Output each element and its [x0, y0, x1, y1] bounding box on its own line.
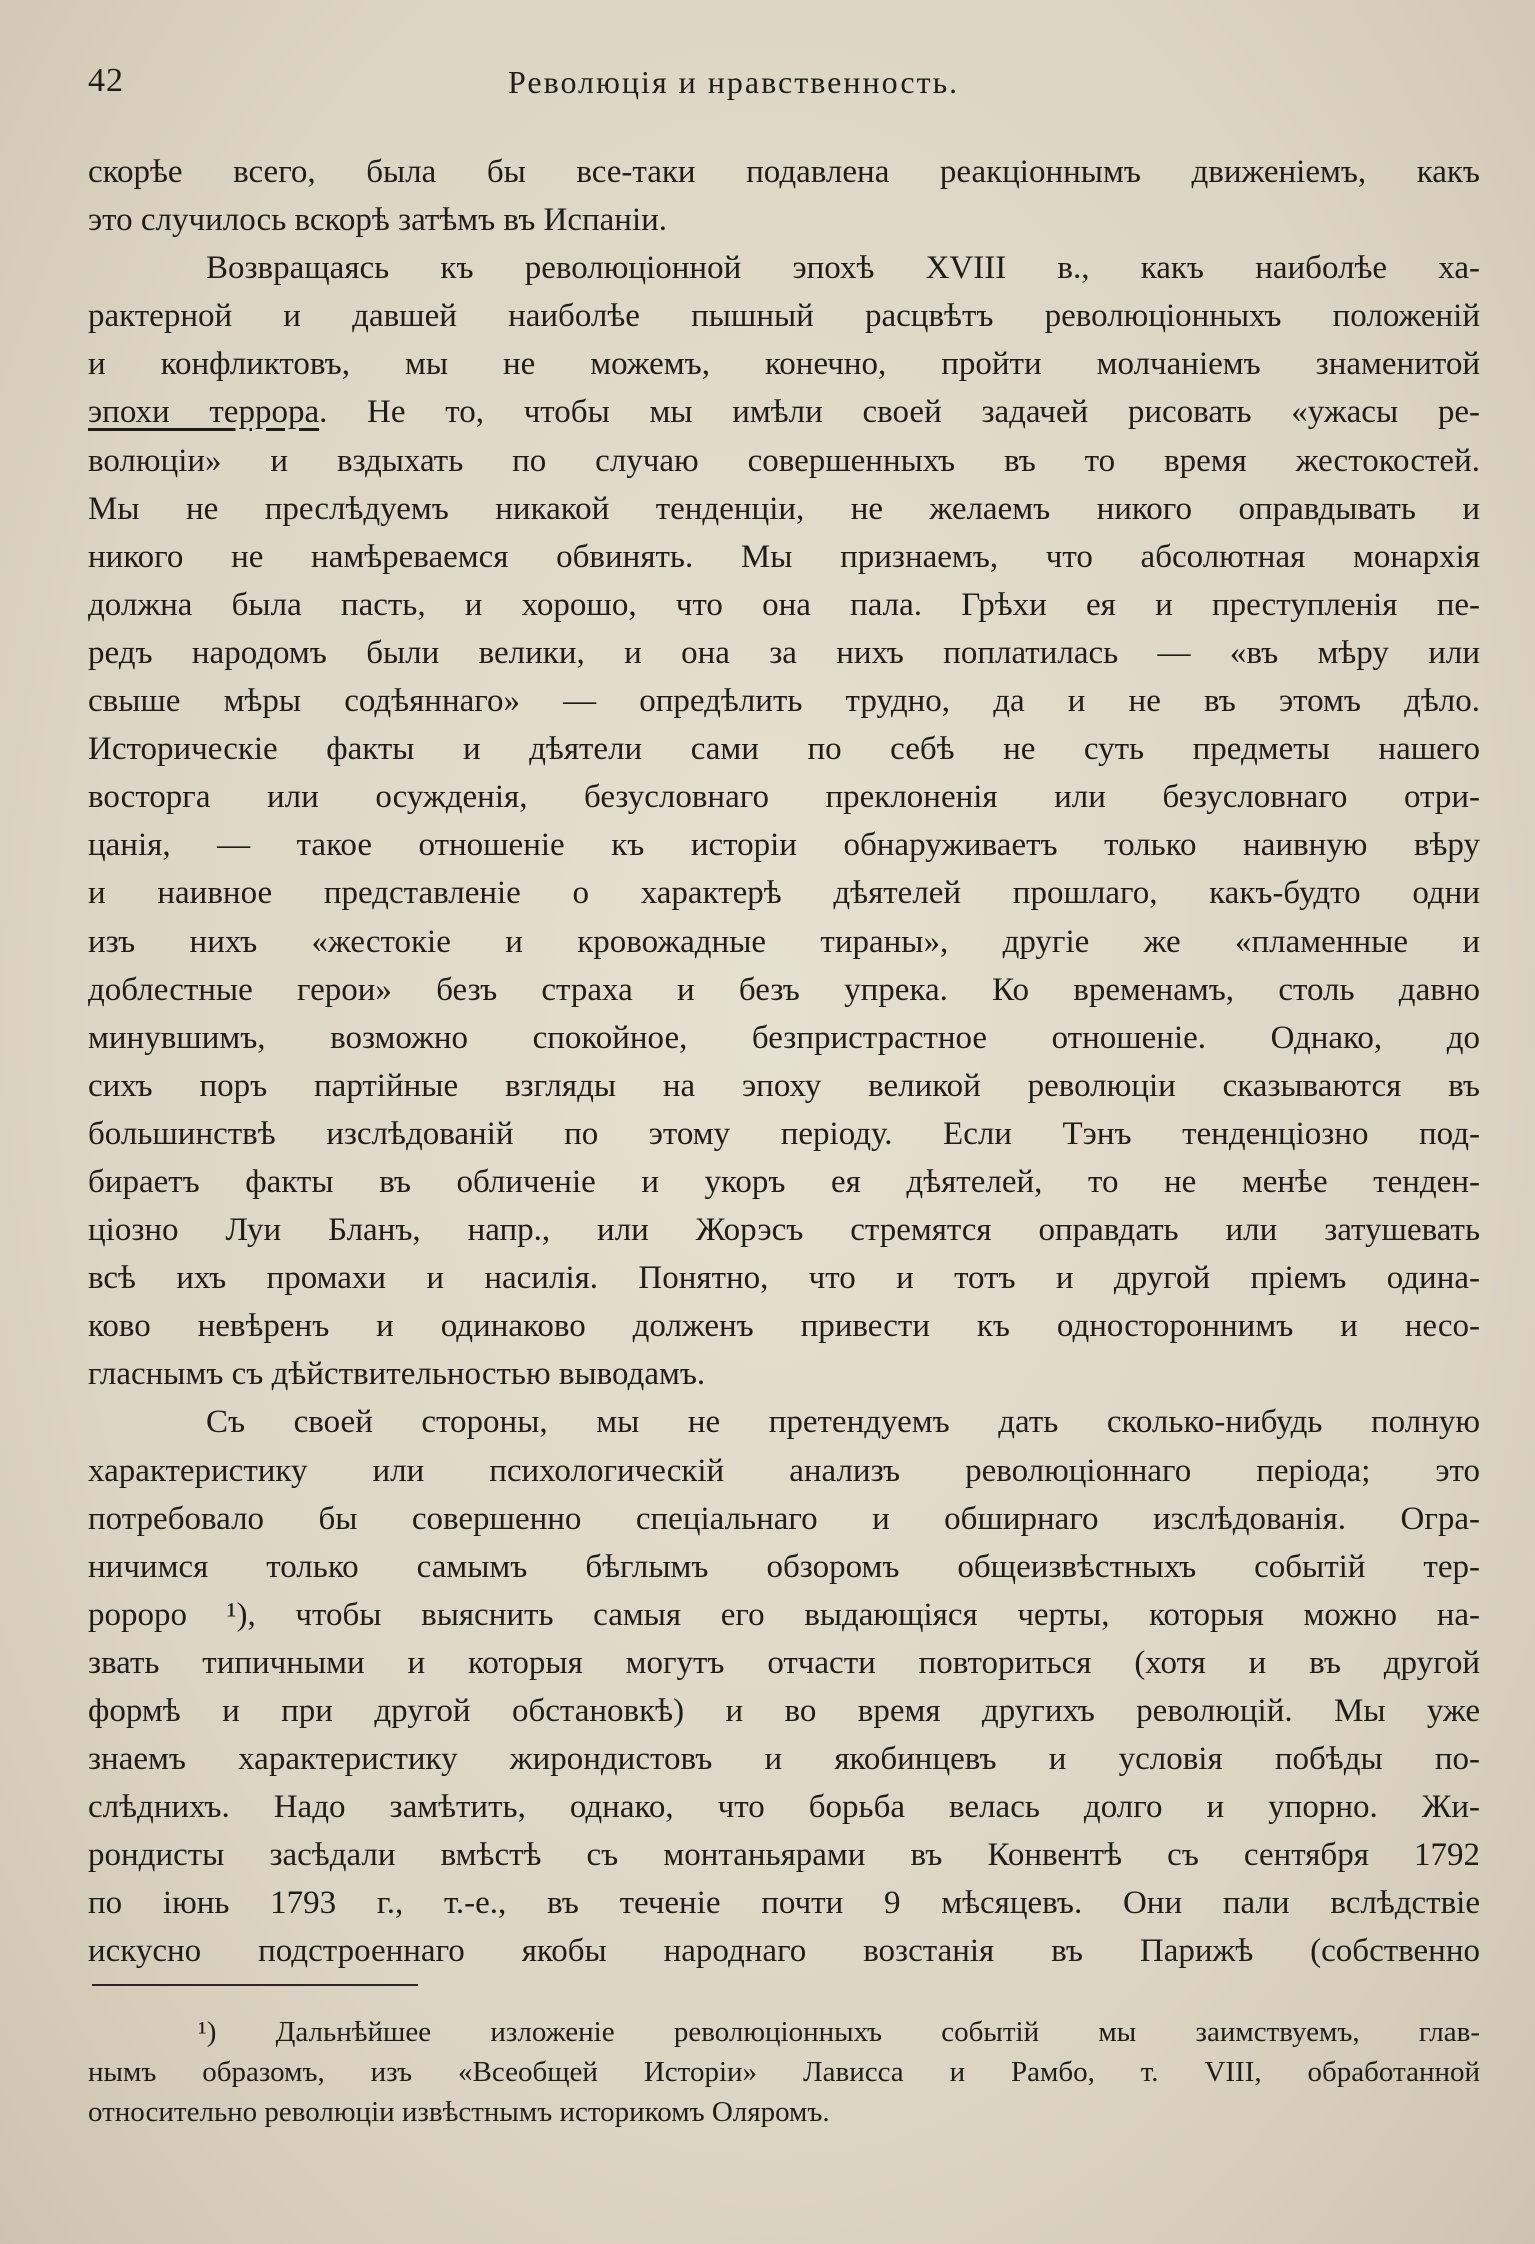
- body-line: ророро ¹), чтобы выяснить самыя его выдающіяся черты, которыя можно на-: [88, 1596, 1480, 1633]
- body-line: должна была пасть, и хорошо, что она пала. Грѣхи ея и преступленія пе-: [88, 586, 1480, 623]
- body-line: ково невѣренъ и одинаково долженъ привести къ одностороннимъ и несо-: [88, 1308, 1480, 1345]
- body-line: свыше мѣры содѣяннаго» — опредѣлить трудно, да и не въ этомъ дѣло.: [88, 683, 1480, 720]
- body-line: характеристику или психологическій анализъ революціоннаго періода; это: [88, 1452, 1480, 1489]
- body-line: звать типичными и которыя могутъ отчасти повториться (хотя и въ другой: [88, 1644, 1480, 1681]
- body-line: никого не намѣреваемся обвинять. Мы признаемъ, что абсолютная монархія: [88, 538, 1480, 575]
- body-line: большинствѣ изслѣдованій по этому періоду. Если Тэнъ тенденціозно под-: [88, 1115, 1480, 1152]
- body-line: формѣ и при другой обстановкѣ) и во время другихъ революцій. Мы уже: [88, 1693, 1480, 1729]
- body-line: изъ нихъ «жестокіе и кровожадные тираны», другіе же «пламенные и: [88, 923, 1480, 960]
- body-line: эпохи террора. Не то, чтобы мы имѣли своей задачей рисовать «ужасы ре-: [88, 394, 1480, 431]
- body-line: восторга или осужденія, безусловнаго преклоненія или безусловнаго отри-: [88, 779, 1480, 816]
- body-line: цанія, — такое отношеніе къ исторіи обнаруживаетъ только наивную вѣру: [88, 827, 1480, 864]
- body-line: редъ народомъ были велики, и она за нихъ поплатилась — «въ мѣру или: [88, 634, 1480, 671]
- body-line: доблестные герои» безъ страха и безъ упрека. Ко временамъ, столь давно: [88, 971, 1480, 1008]
- body-line: сихъ поръ партійные взгляды на эпоху великой революціи сказываются въ: [88, 1067, 1480, 1104]
- body-line: скорѣе всего, была бы все-таки подавлена реакціоннымъ движеніемъ, какъ: [88, 154, 1480, 190]
- body-line: слѣднихъ. Надо замѣтить, однако, что борьба велась долго и упорно. Жи-: [88, 1789, 1480, 1826]
- page-number: 42: [88, 62, 124, 99]
- footnote-line: относительно революціи извѣстнымъ историкомъ Оляромъ.: [88, 2096, 830, 2128]
- body-line: Съ своей стороны, мы не претендуемъ дать сколько-нибудь полную: [206, 1404, 1480, 1441]
- body-line: ціозно Луи Бланъ, напр., или Жорэсъ стремятся оправдать или затушевать: [88, 1212, 1480, 1249]
- footnote: [88, 2012, 1480, 2132]
- body-line: знаемъ характеристику жирондистовъ и якобинцевъ и условія побѣды по-: [88, 1741, 1480, 1778]
- body-line: всѣ ихъ промахи и насилія. Понятно, что и тотъ и другой пріемъ одина-: [88, 1260, 1480, 1297]
- footnote-divider: [92, 1984, 418, 1986]
- body-line: и наивное представленіе о характерѣ дѣятелей прошлаго, какъ-будто одни: [88, 875, 1480, 912]
- body-text: [88, 148, 1480, 1976]
- running-head: [88, 62, 1475, 112]
- body-line: Возвращаясь къ революціонной эпохѣ XVIII в., какъ наиболѣе ха-: [206, 250, 1480, 287]
- body-line: искусно подстроеннаго якобы народнаго возстанія въ Парижѣ (собственно: [88, 1933, 1480, 1970]
- body-line: рактерной и давшей наиболѣе пышный расцвѣтъ революціонныхъ положеній: [88, 298, 1480, 335]
- body-line: это случилось вскорѣ затѣмъ въ Испаніи.: [88, 202, 668, 239]
- body-line: рондисты засѣдали вмѣстѣ съ монтаньярами въ Конвентѣ съ сентября 1792: [88, 1837, 1480, 1874]
- body-line: бираетъ факты въ обличеніе и укоръ ея дѣятелей, то не менѣе тенден-: [88, 1163, 1480, 1200]
- body-line: и конфликтовъ, мы не можемъ, конечно, пройти молчаніемъ знаменитой: [88, 346, 1480, 383]
- body-line: Историческіе факты и дѣятели сами по себѣ не суть предметы нашего: [88, 731, 1480, 768]
- body-line: Мы не преслѣдуемъ никакой тенденціи, не желаемъ никого оправдывать и: [88, 490, 1480, 527]
- body-line: потребовало бы совершенно спеціальнаго и обширнаго изслѣдованія. Огра-: [88, 1500, 1480, 1537]
- body-line: по іюнь 1793 г., т.-е., въ теченіе почти 9 мѣсяцевъ. Они пали вслѣдствіе: [88, 1885, 1480, 1922]
- body-line: минувшимъ, возможно спокойное, безпристрастное отношеніе. Однако, до: [88, 1019, 1480, 1056]
- running-title: Революція и нравственность.: [508, 64, 960, 100]
- body-line: волюціи» и вздыхать по случаю совершенныхъ въ то время жестокостей.: [88, 442, 1480, 479]
- footnote-line: нымъ образомъ, изъ «Всеобщей Исторіи» Лависса и Рамбо, т. VIII, обработанной: [88, 2056, 1480, 2088]
- footnote-line: ¹) Дальнѣйшее изложеніе революціонныхъ событій мы заимствуемъ, глав-: [198, 2016, 1480, 2048]
- body-line: гласнымъ съ дѣйствительностью выводамъ.: [88, 1356, 706, 1393]
- body-line: ничимся только самымъ бѣглымъ обзоромъ общеизвѣстныхъ событій тер-: [88, 1548, 1480, 1585]
